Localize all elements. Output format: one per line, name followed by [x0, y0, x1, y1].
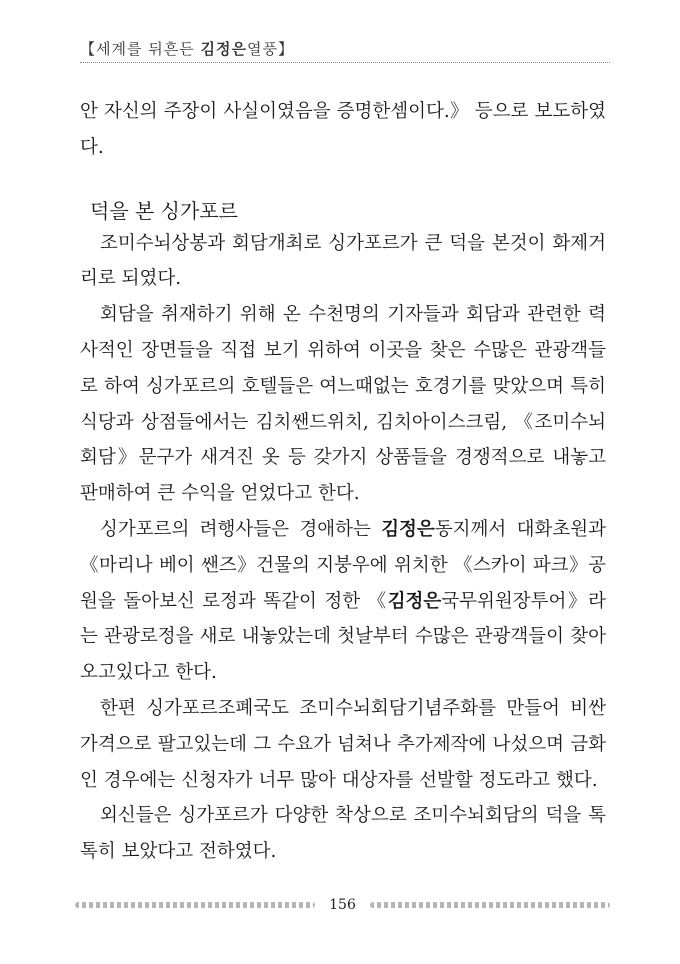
footer-ornament-left — [75, 902, 315, 908]
header-book-title: 세계를 뒤흔든 — [96, 40, 201, 58]
page-body — [80, 94, 606, 870]
paragraph-3-part-a: 싱가포르의 려행사들은 경애하는 — [100, 518, 382, 540]
page-footer — [75, 895, 610, 915]
section-heading: 덕을 본 싱가포르 — [90, 198, 238, 223]
paragraph-3-part-c: 국무위원장투어》라는 관광로정을 새로 내놓았는데 첫날부터 수많은 관광객들이 찾아오고있다고 한다. — [80, 590, 606, 684]
header-bracket-close: 】 — [277, 40, 294, 58]
leader-name-bold: 김정은 — [387, 590, 442, 612]
paragraph-4: 한편 싱가포르조폐국도 조미수뇌회담기념주화를 만들어 비싼 가격으로 팔고있는데 그 수요가 넘쳐나 추가제작에 나섰으며 금화인 경우에는 신청자가 너무 많아 대상자를 선발할 정도라고 했다. — [80, 697, 606, 791]
paragraph-1: 조미수뇌상봉과 회담개최로 싱가포르가 큰 덕을 본것이 화제거리로 되였다. — [80, 232, 606, 290]
paragraph-3-part-b: 동지께서 대화초원과 《마리나 베이 쌘즈》건물의 지붕우에 위치한 《스카이 파크》공원을 돌아보신 로정과 똑같이 정한 《 — [80, 518, 606, 612]
leader-name-bold: 김정은 — [381, 518, 435, 540]
footer-ornament-right — [370, 902, 610, 908]
header-book-title-suffix: 열풍 — [246, 40, 278, 58]
header-bracket-open: 【 — [80, 40, 97, 58]
paragraph-5: 외신들은 싱가포르가 다양한 착상으로 조미수뇌회담의 덕을 톡톡히 보았다고 전하였다. — [80, 805, 606, 863]
paragraph-continuation: 안 자신의 주장이 사실이였음을 증명한셈이다.》 등으로 보도하였다. — [80, 101, 606, 158]
paragraph-3 — [80, 512, 606, 691]
running-header — [80, 38, 620, 59]
paragraph-2: 회담을 취재하기 위해 온 수천명의 기자들과 회담과 관련한 력사적인 장면들을 직접 보기 위하여 이곳을 찾은 수많은 관광객들로 하여 싱가포르의 호텔들은 여느때없는 호경기를 맞았으며 특히 식당과 상점들에서는 김치쌘드위치, 김치아이스크림, 《조미수뇌회담》문구가 새겨진 옷 등 갖가지 상품들을 경쟁적으로 내놓고 판매하여 큰 수익을 얻었다고 한다. — [80, 304, 606, 505]
page-number: 156 — [329, 897, 356, 913]
header-divider — [80, 62, 610, 63]
header-leader-name: 김정은 — [200, 40, 247, 58]
